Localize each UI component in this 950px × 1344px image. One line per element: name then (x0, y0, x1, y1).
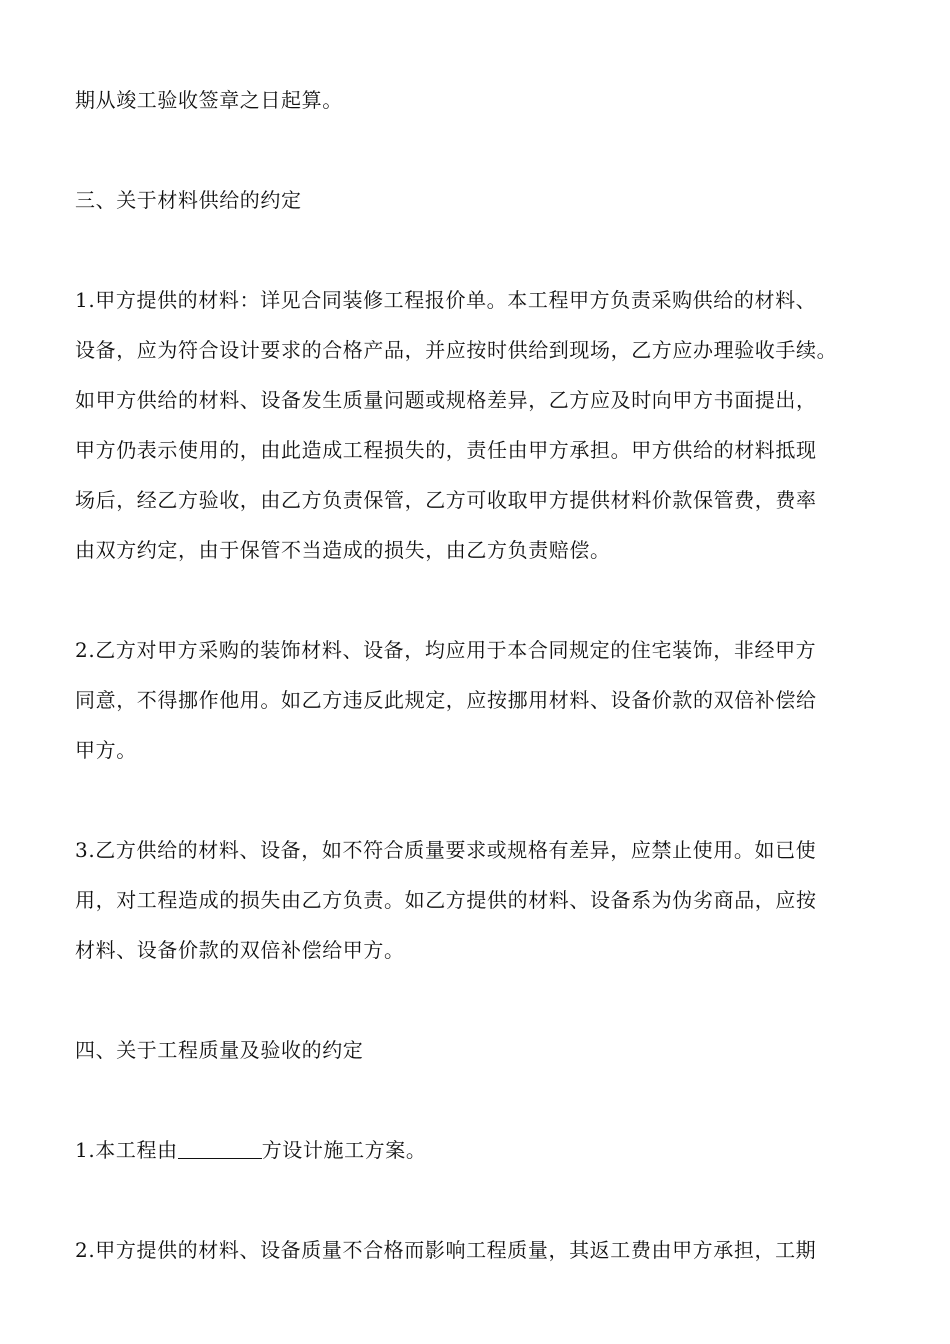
paragraph-line: 期从竣工验收签章之日起算。 (75, 88, 343, 112)
section-heading-quality: 四、关于工程质量及验收的约定 (75, 1038, 364, 1062)
paragraph-line: 2.甲方提供的材料、设备质量不合格而影响工程质量，其返工费由甲方承担，工期 (75, 1238, 817, 1262)
paragraph-line: 设备，应为符合设计要求的合格产品，并应按时供给到现场，乙方应办理验收手续。 (75, 338, 838, 362)
paragraph-line: 由双方约定，由于保管不当造成的损失，由乙方负责赔偿。 (75, 538, 611, 562)
paragraph-line: 3.乙方供给的材料、设备，如不符合质量要求或规格有差异，应禁止使用。如已使 (75, 838, 817, 862)
paragraph-line-with-blank (75, 1136, 427, 1164)
paragraph-line: 2.乙方对甲方采购的装饰材料、设备，均应用于本合同规定的住宅装饰，非经甲方 (75, 638, 817, 662)
paragraph-line: 同意，不得挪作他用。如乙方违反此规定，应按挪用材料、设备价款的双倍补偿给 (75, 688, 817, 712)
paragraph-line: 甲方仍表示使用的，由此造成工程损失的，责任由甲方承担。甲方供给的材料抵现 (75, 438, 817, 462)
paragraph-line: 如甲方供给的材料、设备发生质量问题或规格差异，乙方应及时向甲方书面提出， (75, 388, 817, 412)
paragraph-line: 场后，经乙方验收，由乙方负责保管，乙方可收取甲方提供材料价款保管费，费率 (75, 488, 817, 512)
clause-suffix: 方设计施工方案。 (261, 1138, 427, 1162)
fill-in-blank[interactable] (178, 1140, 262, 1159)
paragraph-line: 1.甲方提供的材料：详见合同装修工程报价单。本工程甲方负责采购供给的材料、 (75, 288, 817, 312)
paragraph-line: 材料、设备价款的双倍补偿给甲方。 (75, 938, 405, 962)
paragraph-line: 用，对工程造成的损失由乙方负责。如乙方提供的材料、设备系为伪劣商品，应按 (75, 888, 817, 912)
paragraph-line: 甲方。 (75, 738, 137, 762)
clause-prefix: 1.本工程由 (75, 1138, 178, 1162)
section-heading-materials: 三、关于材料供给的约定 (75, 188, 302, 212)
